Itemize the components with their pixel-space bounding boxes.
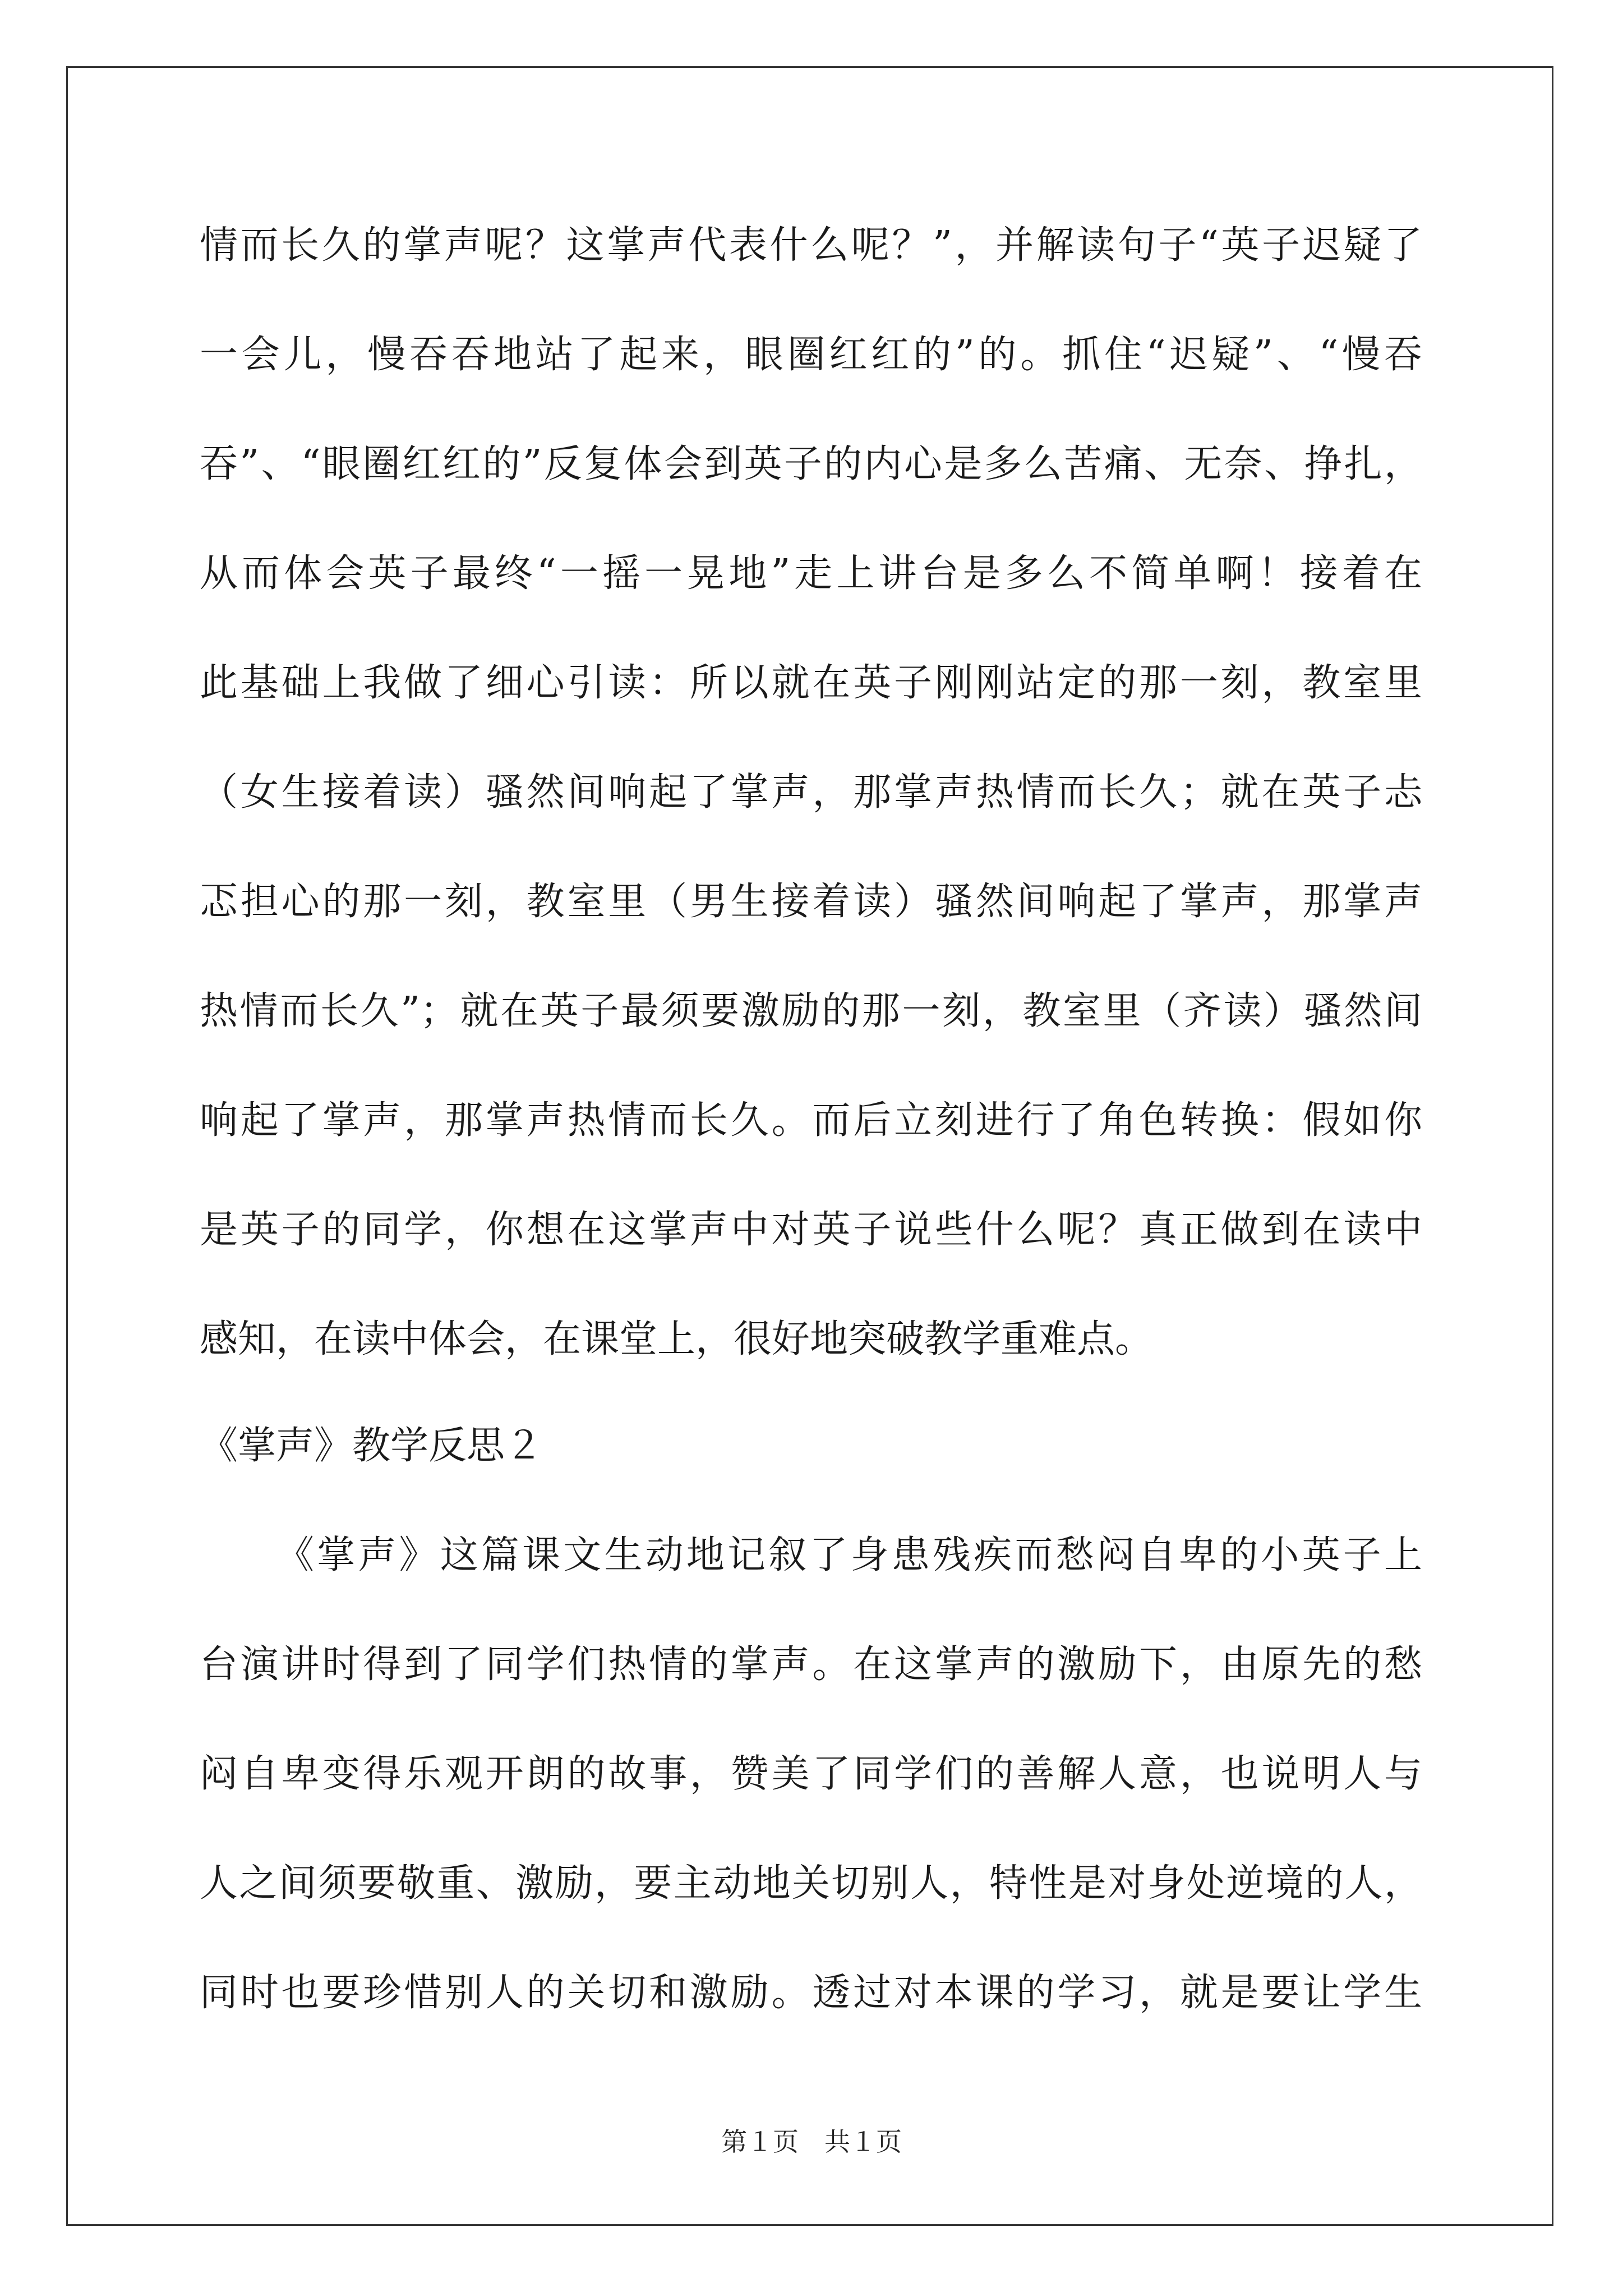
paragraph-line: 台演讲时得到了同学们热情的掌声。在这掌声的激励下，由原先的愁 <box>200 1642 1422 1687</box>
paragraph-line: （女生接着读）骚然间响起了掌声，那掌声热情而长久；就在英子忐 <box>200 770 1422 815</box>
paragraph-line: 吞”、“眼圈红红的”反复体会到英子的内心是多么苦痛、无奈、挣扎， <box>200 442 1422 486</box>
paragraph-line: 人之间须要敬重、激励，要主动地关切别人，特性是对身处逆境的人， <box>200 1861 1422 1906</box>
paragraph-line: 一会儿，慢吞吞地站了起来，眼圈红红的”的。抓住“迟疑”、“慢吞 <box>200 333 1422 377</box>
paragraph-line: 情而长久的掌声呢？这掌声代表什么呢？”，并解读句子“英子迟疑了 <box>200 223 1422 268</box>
paragraph-line: 感知，在读中体会，在课堂上，很好地突破教学重难点。 <box>200 1317 1154 1361</box>
section-heading: 《掌声》教学反思２ <box>200 1424 543 1468</box>
paragraph-line: 同时也要珍惜别人的关切和激励。透过对本课的学习，就是要让学生 <box>200 1971 1422 2015</box>
paragraph-line: 是英子的同学，你想在这掌声中对英子说些什么呢？真正做到在读中 <box>200 1208 1422 1252</box>
paragraph-line: 闷自卑变得乐观开朗的故事，赞美了同学们的善解人意，也说明人与 <box>200 1752 1422 1796</box>
paragraph-line: 热情而长久”；就在英子最须要激励的那一刻，教室里（齐读）骚然间 <box>200 989 1422 1033</box>
paragraph-line: 从而体会英子最终“一摇一晃地”走上讲台是多么不简单啊！接着在 <box>200 551 1422 596</box>
paragraph-line: 响起了掌声，那掌声热情而长久。而后立刻进行了角色转换：假如你 <box>200 1098 1422 1143</box>
page-footer: 第１页 共１页 <box>721 2127 902 2157</box>
paragraph-line: 忑担心的那一刻，教室里（男生接着读）骚然间响起了掌声，那掌声 <box>200 880 1422 924</box>
paragraph-line: 此基础上我做了细心引读：所以就在英子刚刚站定的那一刻，教室里 <box>200 661 1422 705</box>
paragraph-line: 《掌声》这篇课文生动地记叙了身患残疾而愁闷自卑的小英子上 <box>276 1533 1422 1577</box>
